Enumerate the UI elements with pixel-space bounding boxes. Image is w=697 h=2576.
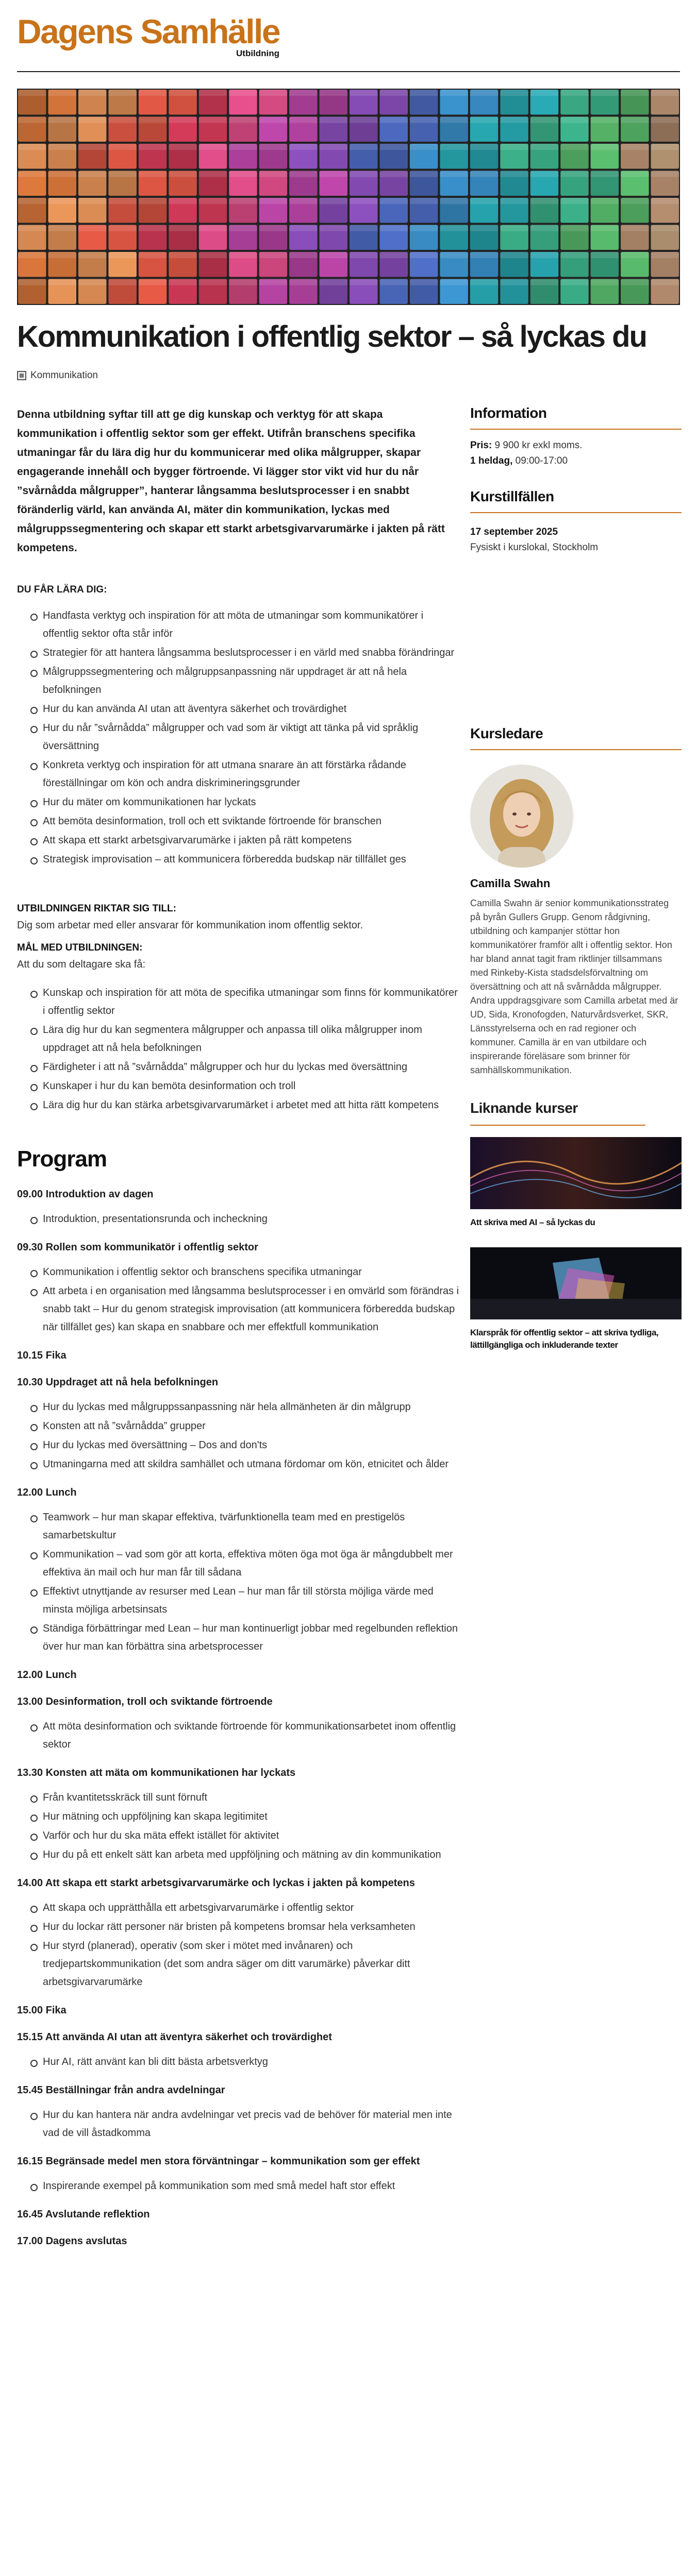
goal-item: Lära dig hur du kan segmentera målgrupper och anpassa till olika målgrupper inom uppdraget att nå hela befolkningen (17, 1021, 460, 1057)
page-title: Kommunikation i offentlig sektor – så lyckas du (17, 320, 646, 353)
category-tag[interactable] (17, 370, 98, 381)
program-item-bullets (17, 2177, 460, 2195)
goals-list (17, 984, 460, 1114)
program-bullet: Inspirerande exempel på kommunikation som med små medel haft stor effekt (17, 2177, 460, 2195)
program-bullet: Varför och hur du ska mäta effekt istället för aktivitet (17, 1827, 460, 1845)
program-item-bullets (17, 1210, 460, 1228)
occasions-block (470, 488, 682, 555)
program-bullet: Hur du kan hantera när andra avdelningar vet precis vad de behöver för material men inte vad de vill åstadkomma (17, 2106, 460, 2142)
program-item (17, 1485, 460, 1656)
gains-label: DU FÅR LÄRA DIG: (17, 584, 107, 595)
program-bullet: Hur styrd (planerad), operativ (som sker i mötet med invånaren) och tredjepartskommunikation (det som andra säger om ditt varumärke) påverkar ditt arbetsgivarvarumärke (17, 1937, 460, 1991)
program-bullet: Konsten att nå ”svårnådda” grupper (17, 1417, 460, 1435)
program-item (17, 2233, 460, 2249)
program-item-heading: 13.00 Desinformation, troll och sviktande förtroende (17, 1696, 273, 1707)
program-item-heading: 16.45 Avslutande reflektion (17, 2209, 150, 2220)
program-list (17, 1187, 460, 2249)
program-item (17, 1187, 460, 1228)
program-item (17, 1348, 460, 1363)
logo-title: Dagens Samhälle (17, 12, 280, 50)
program-item-heading: 15.15 Att använda AI utan att äventyra säkerhet och trovärdighet (17, 2031, 332, 2043)
program-item-bullets (17, 1398, 460, 1473)
folder-icon (17, 371, 26, 380)
program-bullet: Hur du lyckas med översättning – Dos and don'ts (17, 1436, 460, 1454)
leader-photo (470, 765, 573, 868)
program-item-bullets (17, 2106, 460, 2142)
program-item (17, 2082, 460, 2142)
program-item (17, 1765, 460, 1864)
program-item (17, 1875, 460, 1991)
course-intro: Denna utbildning syftar till att ge dig kunskap och verktyg för att skapa kommunikation i offentlig sektor som ger effekt. Utifrån branschens specifika utmaningar får du lära dig hur du kommunicerar med olika målgrupper, skapar engagerande innehåll och bygger förtroende. Vi lägger stor vikt vid hur du når ”svårnådda målgrupper”, hanterar långsamma beslutsprocesser i en snabbt föränderlig värld, kan använda AI, mäter din kommunikation, lyckas med målgruppssegmentering och skapar ett starkt arbetsgivarvarumärke i jakten på rätt kompetens. (17, 409, 445, 554)
leader-bio: Camilla Swahn är senior kommunikationsstrateg på byrån Gullers Grupp. Genom rådgivning, utbildning och kampanjer stöttar hon kommunikatörer framför allt i offentlig sektor. Hon har bland annat tagit fram riktlinjer tillsammans med Rinkeby-Kista stadsdelsförvaltning om översättning och att nå svårnådda målgrupper. Andra uppdragsgivare som Camilla arbetat med är UD, Sida, Kronofogden, Naturvårdsverket, SKR, Länsstyrelserna och en rad regioner och kommuner. Camilla är en van utbildare och inspirerande föreläsare som brinner för samhällskommunikation. (470, 898, 678, 1075)
program-bullet: Introduktion, presentationsrunda och incheckning (17, 1210, 460, 1228)
price-value: 9 900 kr exkl moms. (494, 440, 583, 451)
gain-item: Konkreta verktyg och inspiration för att utmana snarare än att förstärka rådande föreställningar om kön och andra diskrimineringsgrunder (17, 756, 460, 792)
gain-item: Handfasta verktyg och inspiration för att möta de utmaningar som kommunikatörer i offentlig sektor ofta står inför (17, 607, 460, 643)
gain-item: Att skapa ett starkt arbetsgivarvarumärke i jakten på rätt kompetens (17, 832, 460, 850)
audience-label: UTBILDNINGEN RIKTAR SIG TILL: (17, 903, 176, 914)
program-item-bullets (17, 1509, 460, 1656)
program-bullet: Hur AI, rätt använt kan bli ditt bästa arbetsverktyg (17, 2053, 460, 2071)
program-item-heading: 15.00 Fika (17, 2005, 67, 2016)
leader-block (470, 725, 682, 1077)
gain-item: Hur du kan använda AI utan att äventyra säkerhet och trovärdighet (17, 700, 460, 718)
site-header (17, 0, 680, 72)
program-item-heading: 15.45 Beställningar från andra avdelningar (17, 2084, 225, 2096)
logo[interactable] (17, 12, 285, 58)
occasion-date[interactable]: 17 september 2025 (470, 527, 558, 537)
program-bullet: Hur du lyckas med målgruppssanpassning när hela allmänheten är din målgrupp (17, 1398, 460, 1416)
program-item-bullets (17, 1718, 460, 1754)
sidebar (470, 405, 682, 1351)
duration-line (470, 453, 682, 469)
similar-course-image[interactable] (470, 1247, 682, 1319)
program-bullet: Att möta desinformation och sviktande förtroende för kommunikationsarbetet inom offentlig sektor (17, 1718, 460, 1754)
similar-courses (470, 1100, 682, 1351)
leader-title: Kursledare (470, 725, 682, 750)
days-label: 1 heldag, (470, 455, 513, 466)
gain-item: Strategisk improvisation – att kommunicera förberedda budskap när tillfället ges (17, 851, 460, 869)
leader-name: Camilla Swahn (470, 877, 551, 890)
program-item-bullets (17, 1899, 460, 1991)
gain-item: Att bemöta desinformation, troll och ett sviktande förtroende för branschen (17, 812, 460, 831)
program-item-bullets (17, 1263, 460, 1336)
program-bullet: Ständiga förbättringar med Lean – hur man kontinuerligt jobbar med regelbunden reflektion över hur man kan förbättra sina arbetsprocesser (17, 1620, 460, 1656)
program-bullet: Kommunikation i offentlig sektor och branschens specifika utmaningar (17, 1263, 460, 1281)
program-bullet: Kommunikation – vad som gör att korta, effektiva möten öga mot öga är mångdubbelt mer effektiva än mail och hur man får till sådana (17, 1546, 460, 1582)
program-item (17, 2154, 460, 2195)
program-item (17, 1375, 460, 1473)
program-item-bullets (17, 2053, 460, 2071)
gain-item: Hur du mäter om kommunikationen har lyckats (17, 793, 460, 811)
program-title: Program (17, 1146, 107, 1172)
goals-intro: Att du som deltagare ska få: (17, 959, 146, 970)
goal-item: Lära dig hur du kan stärka arbetsgivarvarumärket i arbetet med att hitta rätt kompetens (17, 1096, 460, 1114)
program-bullet: Att arbeta i en organisation med långsamma beslutsprocesser i en omvärld som förändras i snabb takt – Hur du genom strategisk improvisation (att kommunicera förberedda budskap när tillfället ges) kan skapa en snabbare och mer effektfull kommunikation (17, 1282, 460, 1336)
goal-item: Kunskaper i hur du kan bemöta desinformation och troll (17, 1077, 460, 1095)
program-item-heading: 17.00 Dagens avslutas (17, 2235, 127, 2247)
program-bullet: Hur mätning och uppföljning kan skapa legitimitet (17, 1808, 460, 1826)
gain-item: Strategier för att hantera långsamma beslutsprocesser i en värld med snabba förändringar (17, 644, 460, 662)
goal-item: Färdigheter i att nå ”svårnådda” målgrupper och hur du lyckas med översättning (17, 1058, 460, 1076)
program-item (17, 2003, 460, 2018)
hero-image (17, 89, 680, 305)
program-item-heading: 10.15 Fika (17, 1350, 67, 1361)
goal-item: Kunskap och inspiration för att möta de specifika utmaningar som finns för kommunikatörer i offentlig sektor (17, 984, 460, 1020)
program-item (17, 1667, 460, 1683)
program-bullet: Hur du på ett enkelt sätt kan arbeta med uppföljning och mätning av din kommunikation (17, 1846, 460, 1864)
program-bullet: Från kvantitetsskräck till sunt förnuft (17, 1789, 460, 1807)
program-bullet: Hur du lockar rätt personer när bristen på kompetens bromsar hela verksamheten (17, 1918, 460, 1936)
gain-item: Hur du når ”svårnådda” målgrupper och vad som är viktigt att tänka på vid språklig översättning (17, 719, 460, 755)
gain-item: Målgruppssegmentering och målgruppsanpassning när uppdraget är att nå hela befolkningen (17, 663, 460, 699)
program-item-heading: 10.30 Uppdraget att nå hela befolkningen (17, 1377, 219, 1388)
program-bullet: Att skapa och upprätthålla ett arbetsgivarvarumärke i offentlig sektor (17, 1899, 460, 1917)
program-item (17, 2207, 460, 2222)
gains-list (17, 607, 460, 869)
goals-label: MÅL MED UTBILDNINGEN: (17, 942, 143, 953)
program-item-heading: 12.00 Lunch (17, 1487, 77, 1498)
program-item-heading: 16.15 Begränsade medel men stora förväntningar – kommunikation som ger effekt (17, 2156, 420, 2167)
program-item-heading: 09.00 Introduktion av dagen (17, 1189, 154, 1200)
program-item-heading: 14.00 Att skapa ett starkt arbetsgivarvarumärke och lyckas i jakten på kompetens (17, 1877, 415, 1889)
program-item-heading: 13.30 Konsten att mäta om kommunikationen har lyckats (17, 1767, 296, 1778)
occasions-title: Kurstillfällen (470, 488, 682, 513)
program-bullet: Effektivt utnyttjande av resurser med Lean – hur man får till största möjliga värde med minsta möjliga arbetsinsats (17, 1583, 460, 1619)
info-title: Information (470, 405, 682, 430)
similar-course-title[interactable]: Klarspråk för offentlig sektor – att skriva tydliga, lättillgängliga och inkluderande texter (470, 1328, 659, 1350)
days-value: 09:00-17:00 (515, 455, 568, 466)
logo-subtitle: Utbildning (236, 48, 280, 58)
program-item-heading: 09.30 Rollen som kommunikatör i offentlig sektor (17, 1242, 258, 1253)
price-line (470, 438, 682, 453)
program-item-bullets (17, 1789, 460, 1864)
main-content (17, 405, 460, 2260)
similar-course-card[interactable] (470, 1137, 682, 1229)
similar-course-image[interactable] (470, 1137, 682, 1209)
occasion-location: Fysiskt i kurslokal, Stockholm (470, 542, 599, 553)
price-label: Pris: (470, 440, 492, 451)
info-block (470, 405, 682, 469)
category-label: Kommunikation (30, 370, 98, 381)
program-bullet: Utmaningarna med att skildra samhället och utmana fördomar om kön, etnicitet och ålder (17, 1455, 460, 1473)
program-bullet: Teamwork – hur man skapar effektiva, tvärfunktionella team med en prestigelös samarbetskultur (17, 1509, 460, 1545)
program-item (17, 1694, 460, 1754)
audience-text: Dig som arbetar med eller ansvarar för kommunikation inom offentlig sektor. (17, 920, 363, 931)
program-item (17, 1240, 460, 1336)
program-item (17, 2029, 460, 2071)
similar-title: Liknande kurser (470, 1100, 645, 1126)
similar-course-title[interactable]: Att skriva med AI – så lyckas du (470, 1217, 595, 1227)
similar-course-card[interactable] (470, 1247, 682, 1351)
program-item-heading: 12.00 Lunch (17, 1669, 77, 1681)
